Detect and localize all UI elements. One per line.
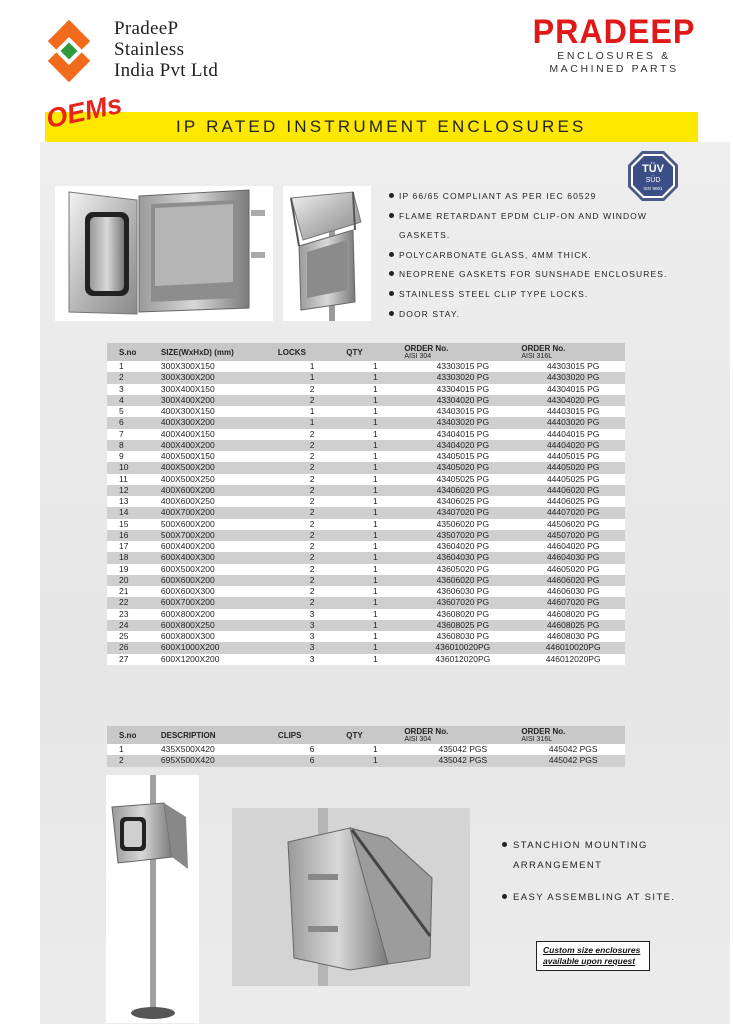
cell-order-316: 44403015 PG — [521, 406, 625, 417]
cell-size: 600X500X200 — [161, 564, 278, 575]
cell-count: 2 — [278, 541, 346, 552]
cell-qty: 1 — [346, 384, 404, 395]
cell-size: 600X400X200 — [161, 541, 278, 552]
header-order-316 — [521, 726, 625, 744]
table-row — [107, 564, 625, 575]
cell-qty: 1 — [346, 620, 404, 631]
cell-order-316: 44406020 PG — [521, 485, 625, 496]
cell-size: 500X700X200 — [161, 530, 278, 541]
cell-sno: 13 — [107, 496, 161, 507]
feature-text: ARRANGEMENT — [513, 859, 603, 871]
cell-size: 435X500X420 — [161, 744, 278, 755]
cell-count: 1 — [278, 406, 346, 417]
cell-count: 2 — [278, 575, 346, 586]
cell-count: 2 — [278, 384, 346, 395]
cell-qty: 1 — [346, 541, 404, 552]
feature-item — [389, 305, 689, 325]
brand-name: PRADEEP — [532, 13, 696, 51]
company-name-line1: PradeeP — [114, 18, 179, 39]
feature-item — [389, 207, 689, 227]
header-qty: QTY — [346, 726, 404, 744]
cell-order-316: 446012020PG — [521, 654, 625, 665]
feature-text: DOOR STAY. — [399, 308, 461, 319]
cell-sno: 5 — [107, 406, 161, 417]
header-qty: QTY — [346, 343, 404, 361]
open-enclosure-photo — [55, 186, 273, 321]
header-locks: LOCKS — [278, 343, 346, 361]
enclosure-size-table — [107, 343, 625, 665]
feature-item — [389, 246, 689, 266]
header-order-316-sub: AISI 316L — [521, 353, 553, 360]
cell-count: 2 — [278, 530, 346, 541]
cell-sno: 24 — [107, 620, 161, 631]
cell-qty: 1 — [346, 654, 404, 665]
sunshade-table — [107, 726, 625, 767]
cell-size: 400X600X200 — [161, 485, 278, 496]
cell-size: 600X1200X200 — [161, 654, 278, 665]
cell-order-304: 43608020 PG — [404, 609, 521, 620]
feature-item — [389, 226, 689, 246]
table-row — [107, 541, 625, 552]
cell-sno: 22 — [107, 597, 161, 608]
cell-sno: 9 — [107, 451, 161, 462]
cell-size: 400X600X250 — [161, 496, 278, 507]
page-title: IP RATED INSTRUMENT ENCLOSURES — [176, 117, 587, 136]
cell-sno: 10 — [107, 462, 161, 473]
cell-size: 400X300X200 — [161, 417, 278, 428]
cell-sno: 11 — [107, 474, 161, 485]
cell-order-304: 43406020 PG — [404, 485, 521, 496]
cell-order-316: 446010020PG — [521, 642, 625, 653]
bullet-icon — [389, 311, 394, 316]
feature-text: GASKETS. — [399, 230, 451, 241]
feature-item — [502, 888, 675, 908]
cell-count: 3 — [278, 631, 346, 642]
cell-qty: 1 — [346, 440, 404, 451]
cell-order-304: 43606020 PG — [404, 575, 521, 586]
tuv-label: TÜV — [642, 163, 664, 175]
cell-size: 600X400X300 — [161, 552, 278, 563]
cell-qty: 1 — [346, 575, 404, 586]
bullet-icon — [389, 213, 394, 218]
cell-order-316: 44406025 PG — [521, 496, 625, 507]
cell-order-304: 43304015 PG — [404, 384, 521, 395]
cell-count: 2 — [278, 474, 346, 485]
cell-count: 2 — [278, 586, 346, 597]
cell-order-316: 44604020 PG — [521, 541, 625, 552]
sunshade-enclosure-photo — [283, 186, 371, 321]
cell-order-316: 44407020 PG — [521, 507, 625, 518]
cell-sno: 4 — [107, 395, 161, 406]
table-row — [107, 384, 625, 395]
cell-order-316: 44605020 PG — [521, 564, 625, 575]
cell-size: 600X600X300 — [161, 586, 278, 597]
cell-size: 400X500X250 — [161, 474, 278, 485]
header-description: DESCRIPTION — [161, 726, 278, 744]
cell-sno: 2 — [107, 755, 161, 766]
cell-size: 400X500X150 — [161, 451, 278, 462]
cell-count: 2 — [278, 440, 346, 451]
cell-sno: 1 — [107, 744, 161, 755]
feature-text: FLAME RETARDANT EPDM CLIP-ON AND WINDOW — [399, 210, 648, 221]
cell-count: 6 — [278, 755, 346, 766]
cell-sno: 25 — [107, 631, 161, 642]
table-row — [107, 485, 625, 496]
cell-size: 400X700X200 — [161, 507, 278, 518]
cell-qty: 1 — [346, 609, 404, 620]
cell-qty: 1 — [346, 474, 404, 485]
cell-qty: 1 — [346, 530, 404, 541]
cell-size: 400X400X150 — [161, 429, 278, 440]
cell-order-304: 435042 PGS — [404, 744, 521, 755]
cell-count: 2 — [278, 462, 346, 473]
cell-sno: 27 — [107, 654, 161, 665]
feature-text: STANCHION MOUNTING — [513, 840, 648, 851]
cell-size: 300X400X200 — [161, 395, 278, 406]
cell-order-316: 44404020 PG — [521, 440, 625, 451]
cell-order-316: 44607020 PG — [521, 597, 625, 608]
cell-qty: 1 — [346, 395, 404, 406]
custom-note-line2: available upon request — [543, 956, 636, 966]
cell-count: 2 — [278, 552, 346, 563]
header-order-316-label: ORDER No. — [521, 344, 566, 353]
features-list — [389, 187, 689, 324]
cell-size: 400X300X150 — [161, 406, 278, 417]
cell-qty: 1 — [346, 755, 404, 766]
cell-sno: 14 — [107, 507, 161, 518]
cell-qty: 1 — [346, 597, 404, 608]
table-row — [107, 507, 625, 518]
cell-size: 500X600X200 — [161, 519, 278, 530]
cell-qty: 1 — [346, 406, 404, 417]
cell-size: 600X700X200 — [161, 597, 278, 608]
cell-order-316: 44608020 PG — [521, 609, 625, 620]
cell-order-304: 43405015 PG — [404, 451, 521, 462]
table-row — [107, 451, 625, 462]
cell-order-304: 43607020 PG — [404, 597, 521, 608]
cell-qty: 1 — [346, 451, 404, 462]
cell-sno: 8 — [107, 440, 161, 451]
cell-size: 300X300X200 — [161, 372, 278, 383]
cell-qty: 1 — [346, 372, 404, 383]
table-row — [107, 620, 625, 631]
header-order-304-label: ORDER No. — [404, 344, 449, 353]
cell-count: 3 — [278, 642, 346, 653]
sunshade-table-body — [107, 744, 625, 767]
company-logo — [38, 16, 278, 86]
cell-qty: 1 — [346, 642, 404, 653]
table-header-row — [107, 343, 625, 361]
cell-sno: 26 — [107, 642, 161, 653]
feature-text: NEOPRENE GASKETS FOR SUNSHADE ENCLOSURES. — [399, 269, 668, 280]
cell-order-304: 43604020 PG — [404, 541, 521, 552]
cell-sno: 23 — [107, 609, 161, 620]
feature-item — [502, 836, 675, 856]
table-row — [107, 440, 625, 451]
header-order-304 — [404, 726, 521, 744]
brand-subtitle-line2: MACHINED PARTS — [549, 63, 679, 75]
cell-qty: 1 — [346, 564, 404, 575]
cell-size: 600X800X250 — [161, 620, 278, 631]
cell-size: 300X400X150 — [161, 384, 278, 395]
feature-text: POLYCARBONATE GLASS, 4MM THICK. — [399, 249, 592, 260]
table-row — [107, 642, 625, 653]
cell-sno: 1 — [107, 361, 161, 372]
bullet-icon — [502, 842, 507, 847]
bullet-icon — [389, 291, 394, 296]
cell-qty: 1 — [346, 429, 404, 440]
cell-order-304: 43604030 PG — [404, 552, 521, 563]
cell-sno: 20 — [107, 575, 161, 586]
table-row — [107, 575, 625, 586]
cell-count: 2 — [278, 429, 346, 440]
cell-sno: 2 — [107, 372, 161, 383]
cell-order-316: 44304020 PG — [521, 395, 625, 406]
cell-order-316: 44405015 PG — [521, 451, 625, 462]
cell-sno: 19 — [107, 564, 161, 575]
cell-order-316: 445042 PGS — [521, 755, 625, 766]
table-row — [107, 744, 625, 755]
cell-order-316: 44404015 PG — [521, 429, 625, 440]
cell-order-304: 43608030 PG — [404, 631, 521, 642]
cell-order-304: 43405020 PG — [404, 462, 521, 473]
cell-order-316: 44507020 PG — [521, 530, 625, 541]
cell-order-316: 44405020 PG — [521, 462, 625, 473]
header-sno: S.no — [107, 343, 161, 361]
header-order-304-sub: AISI 304 — [404, 353, 432, 360]
header-order-304 — [404, 343, 521, 361]
header-order-304-sub: AISI 304 — [404, 736, 432, 743]
cell-order-316: 44604030 PG — [521, 552, 625, 563]
table-row — [107, 372, 625, 383]
header-order-316 — [521, 343, 625, 361]
cell-order-304: 43404015 PG — [404, 429, 521, 440]
cell-order-304: 43303020 PG — [404, 372, 521, 383]
header-size: SIZE(WxHxD) (mm) — [161, 343, 278, 361]
cell-count: 1 — [278, 361, 346, 372]
cell-order-316: 44405025 PG — [521, 474, 625, 485]
cell-qty: 1 — [346, 744, 404, 755]
cell-count: 3 — [278, 609, 346, 620]
cell-order-304: 43303015 PG — [404, 361, 521, 372]
cell-order-304: 436010020PG — [404, 642, 521, 653]
cell-count: 3 — [278, 654, 346, 665]
cell-count: 1 — [278, 372, 346, 383]
cell-order-304: 435042 PGS — [404, 755, 521, 766]
cell-order-316: 44606030 PG — [521, 586, 625, 597]
cell-sno: 16 — [107, 530, 161, 541]
table-header-row — [107, 726, 625, 744]
cell-order-316: 44303020 PG — [521, 372, 625, 383]
table-row — [107, 395, 625, 406]
cell-count: 2 — [278, 451, 346, 462]
header-order-304-label: ORDER No. — [404, 727, 449, 736]
cell-sno: 21 — [107, 586, 161, 597]
feature-text: STAINLESS STEEL CLIP TYPE LOCKS. — [399, 288, 589, 299]
cell-order-304: 43304020 PG — [404, 395, 521, 406]
cell-order-304: 43403020 PG — [404, 417, 521, 428]
cell-order-316: 44304015 PG — [521, 384, 625, 395]
diamond-logo-icon — [38, 20, 100, 82]
table-row — [107, 654, 625, 665]
cell-qty: 1 — [346, 462, 404, 473]
cell-order-304: 43605020 PG — [404, 564, 521, 575]
cell-count: 3 — [278, 620, 346, 631]
company-name-line2: Stainless — [114, 39, 185, 60]
table-row — [107, 406, 625, 417]
table-row — [107, 496, 625, 507]
bullet-icon — [389, 193, 394, 198]
cell-order-304: 43403015 PG — [404, 406, 521, 417]
cell-order-316: 44403020 PG — [521, 417, 625, 428]
cell-size: 600X800X200 — [161, 609, 278, 620]
sud-label: SÜD — [645, 177, 661, 184]
table-row — [107, 586, 625, 597]
cell-sno: 12 — [107, 485, 161, 496]
cell-order-316: 44606020 PG — [521, 575, 625, 586]
bullet-icon — [502, 894, 507, 899]
cell-size: 600X600X200 — [161, 575, 278, 586]
bullet-icon — [389, 252, 394, 257]
cell-order-304: 43404020 PG — [404, 440, 521, 451]
cell-order-316: 44506020 PG — [521, 519, 625, 530]
table-row — [107, 597, 625, 608]
cell-sno: 7 — [107, 429, 161, 440]
cell-size: 600X1000X200 — [161, 642, 278, 653]
stanchion-assembly-photo — [232, 808, 470, 986]
table-row — [107, 417, 625, 428]
custom-size-note — [536, 941, 650, 971]
cell-qty: 1 — [346, 361, 404, 372]
cell-order-304: 436012020PG — [404, 654, 521, 665]
bullet-icon — [389, 271, 394, 276]
table-row — [107, 361, 625, 372]
table-row — [107, 609, 625, 620]
cell-order-316: 44303015 PG — [521, 361, 625, 372]
cell-count: 2 — [278, 485, 346, 496]
cell-count: 2 — [278, 597, 346, 608]
cell-order-304: 43406025 PG — [404, 496, 521, 507]
company-name-line3: India Pvt Ltd — [114, 60, 219, 81]
table-row — [107, 474, 625, 485]
cell-count: 2 — [278, 507, 346, 518]
cell-count: 1 — [278, 417, 346, 428]
cell-size: 400X400X200 — [161, 440, 278, 451]
cell-sno: 6 — [107, 417, 161, 428]
cell-count: 2 — [278, 564, 346, 575]
oems-tag: OEMs — [43, 88, 125, 135]
brand-logo — [523, 14, 705, 84]
cell-sno: 3 — [107, 384, 161, 395]
cell-sno: 18 — [107, 552, 161, 563]
cell-qty: 1 — [346, 586, 404, 597]
cell-order-304: 43606030 PG — [404, 586, 521, 597]
header-sno: S.no — [107, 726, 161, 744]
header-order-316-sub: AISI 316L — [521, 736, 553, 743]
cell-size: 695X500X420 — [161, 755, 278, 766]
cell-order-304: 43506020 PG — [404, 519, 521, 530]
stanchion-mount-photo — [106, 775, 199, 1023]
feature-text: IP 66/65 COMPLIANT AS PER IEC 60529 — [399, 191, 597, 201]
mounting-features-list — [502, 836, 675, 908]
feature-item — [389, 265, 689, 285]
cell-order-304: 43608025 PG — [404, 620, 521, 631]
header-order-316-label: ORDER No. — [521, 727, 566, 736]
cell-order-304: 43407020 PG — [404, 507, 521, 518]
cell-size: 300X300X150 — [161, 361, 278, 372]
cell-sno: 17 — [107, 541, 161, 552]
cell-count: 2 — [278, 496, 346, 507]
enclosure-size-table-body — [107, 361, 625, 665]
cell-order-304: 43405025 PG — [404, 474, 521, 485]
cell-qty: 1 — [346, 496, 404, 507]
cell-sno: 15 — [107, 519, 161, 530]
cell-size: 400X500X200 — [161, 462, 278, 473]
table-row — [107, 530, 625, 541]
cell-qty: 1 — [346, 485, 404, 496]
brand-subtitle-line1: ENCLOSURES & — [557, 50, 671, 62]
table-row — [107, 519, 625, 530]
table-row — [107, 552, 625, 563]
cell-count: 2 — [278, 519, 346, 530]
cell-size: 600X800X300 — [161, 631, 278, 642]
cell-order-316: 44608030 PG — [521, 631, 625, 642]
cell-count: 2 — [278, 395, 346, 406]
feature-item — [389, 285, 689, 305]
header-clips: CLIPS — [278, 726, 346, 744]
table-row — [107, 631, 625, 642]
cell-qty: 1 — [346, 507, 404, 518]
iso-label: ISO 9001 — [643, 186, 663, 191]
feature-item — [389, 187, 689, 207]
cell-qty: 1 — [346, 519, 404, 530]
cell-qty: 1 — [346, 552, 404, 563]
feature-item — [502, 856, 675, 876]
cell-order-316: 44608025 PG — [521, 620, 625, 631]
company-name — [114, 18, 218, 81]
table-row — [107, 429, 625, 440]
cell-order-304: 43507020 PG — [404, 530, 521, 541]
table-row — [107, 462, 625, 473]
cell-qty: 1 — [346, 631, 404, 642]
cell-qty: 1 — [346, 417, 404, 428]
table-row — [107, 755, 625, 766]
cell-count: 6 — [278, 744, 346, 755]
feature-text: EASY ASSEMBLING AT SITE. — [513, 892, 676, 903]
cell-order-316: 445042 PGS — [521, 744, 625, 755]
custom-note-line1: Custom size enclosures — [543, 945, 641, 955]
